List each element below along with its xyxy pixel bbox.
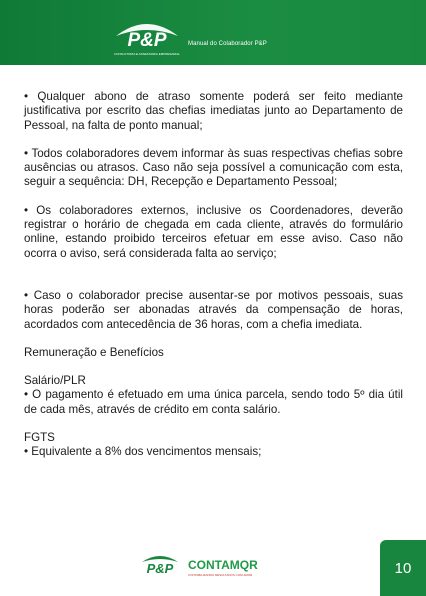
paragraph-abono: • Qualquer abono de atraso somente poderá ser feito mediante justificativa por escrito das chefias imediatas junto ao Departamento de Pessoal, na falta de ponto manual; [24, 90, 403, 132]
pp-logo [110, 14, 184, 58]
fgts-text: • Equivalente a 8% dos vencimentos mensais; [24, 445, 262, 459]
section-heading: Remuneração e Benefícios [24, 345, 164, 359]
footer-logos [140, 552, 290, 578]
salary-text: • O pagamento é efetuado em uma única parcela, sendo todo 5º dia útil de cada mês, através de crédito em conta salário. [24, 388, 403, 416]
logo-text: P&P [127, 30, 167, 51]
logo-subtext: CONSULTORIA E ASSESSORIA EMPRESARIAL [113, 52, 181, 56]
page-number: 10 [394, 559, 412, 577]
footer-logo-contamor: CONTAMQR [188, 558, 258, 572]
manual-title: Manual do Colaborador P&P [188, 41, 267, 47]
paragraph-ausencias: • Todos colaboradores devem informar às suas respectivas chefias sobre ausências ou atrasos. Caso não seja possível a comunicação com esta, seguir a sequência: DH, Recepção e Departamento Pessoal; [24, 146, 403, 189]
paragraph-ausentar: • Caso o colaborador precise ausentar-se por motivos pessoais, suas horas poderão ser abonadas através da compensação de horas, acordados com antecedência de 36 horas, com a chefia imediata. [24, 288, 403, 331]
footer-logo-pp: P&P [146, 561, 174, 576]
fgts-heading: FGTS [24, 431, 55, 445]
paragraph-externos: • Os colaboradores externos, inclusive os Coordenadores, deverão registrar o horário de chegada em cada cliente, através do formulário online, estando proibido terceiros efetuar em esse aviso. Caso não ocorra o aviso, será considerada falta ao serviço; [24, 203, 403, 260]
document-body [24, 90, 403, 460]
page-header [0, 0, 426, 65]
page-number-box [380, 540, 426, 596]
header-band [0, 0, 426, 65]
salary-heading: Salário/PLR [24, 374, 86, 388]
footer-logo-contamor-subtext: CONTABILIZANDO RESULTADOS COM AMOR [188, 573, 253, 577]
